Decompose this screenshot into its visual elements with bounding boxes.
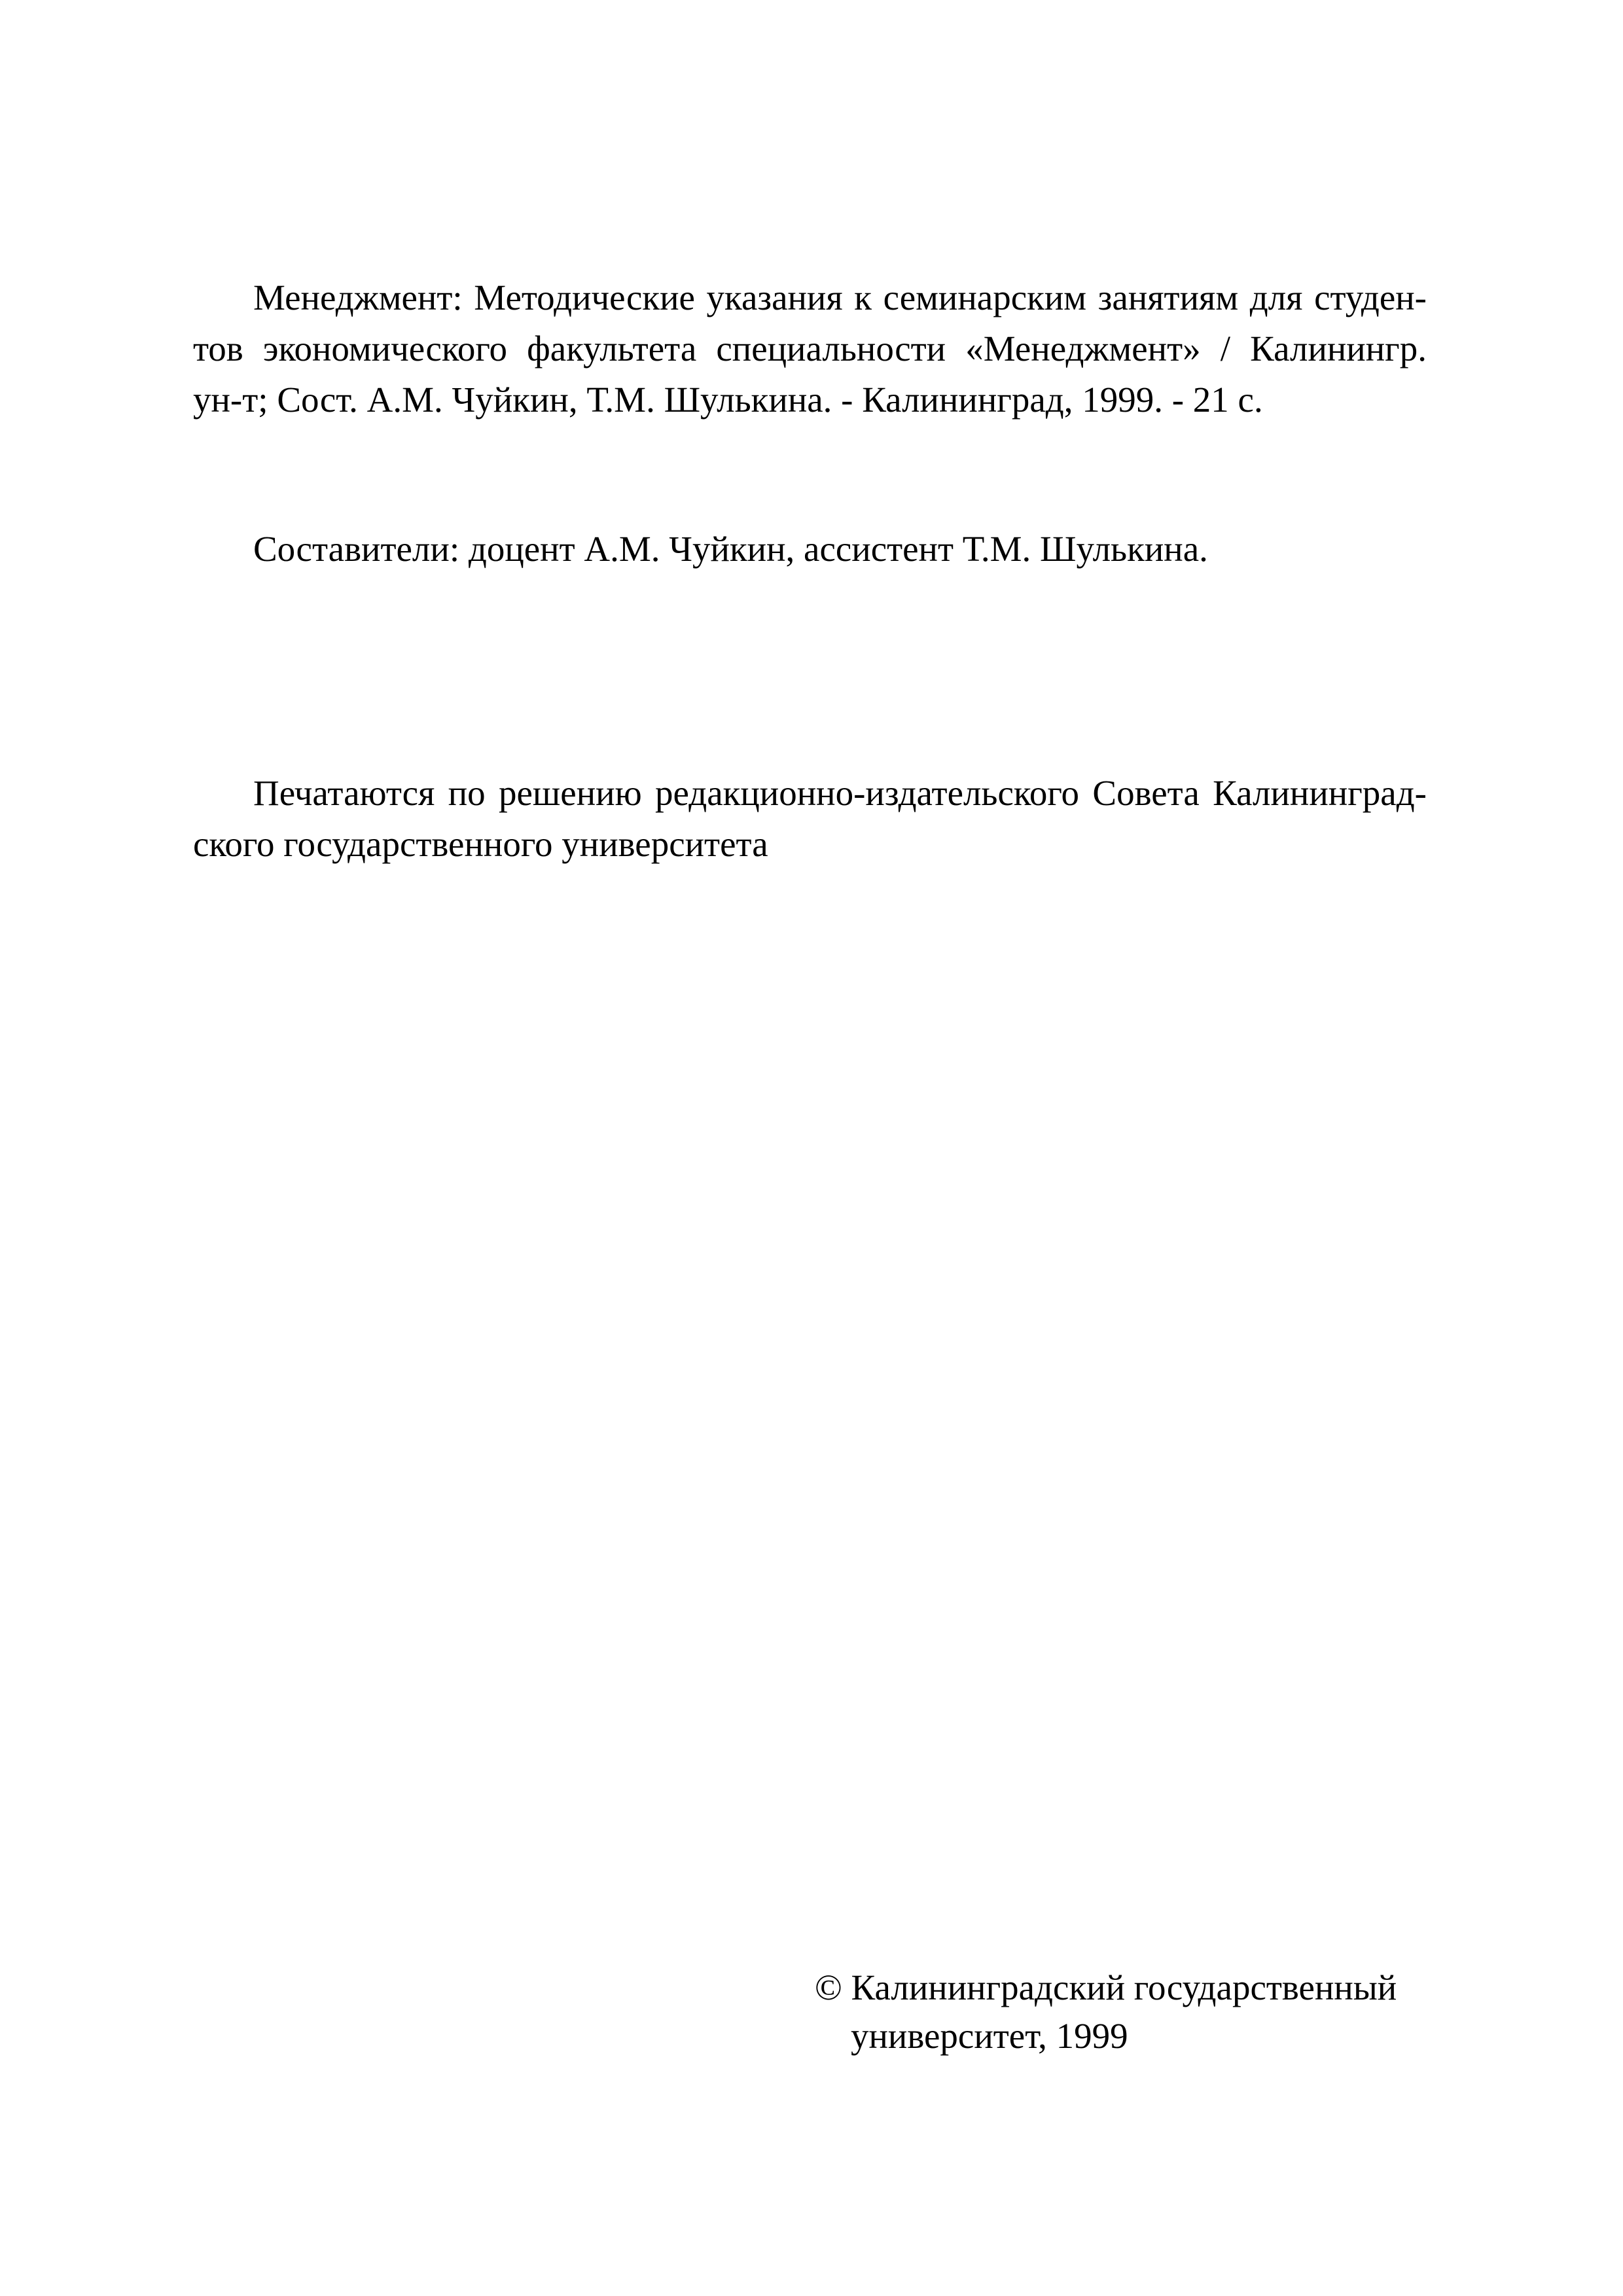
approval-paragraph: [193, 768, 1427, 870]
copyright-line-2: университет, 1999: [851, 2016, 1128, 2056]
copyright-line-1: © Калининградский государственный: [815, 1967, 1397, 2007]
approval-line-1: Печатаются по решению редакционно-издательского Совета Калининград-: [253, 773, 1427, 813]
citation-line-2: тов экономического факультета специальности «Менеджмент» / Калинингр.: [193, 329, 1427, 368]
copyright-notice: [815, 1964, 1404, 2060]
citation-line-3: ун-т; Сост. А.М. Чуйкин, Т.М. Шулькина. - Калининград, 1999. - 21 с.: [193, 380, 1263, 420]
compilers-paragraph: [193, 524, 1427, 575]
approval-line-2: ского государственного университета: [193, 824, 768, 864]
citation-line-1: Менеджмент: Методические указания к семинарским занятиям для студен-: [253, 278, 1427, 317]
bibliographic-citation: [193, 272, 1427, 425]
compilers-text: Составители: доцент А.М. Чуйкин, ассистент Т.М. Шулькина.: [253, 529, 1208, 569]
